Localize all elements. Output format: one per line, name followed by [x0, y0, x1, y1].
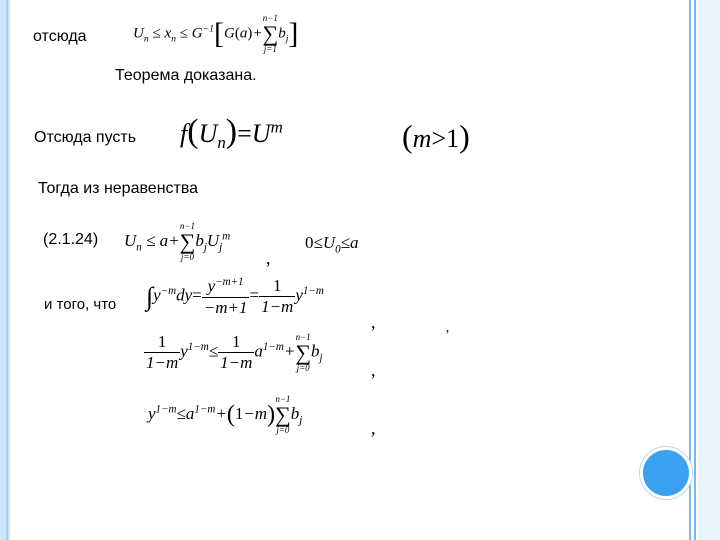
text-otsyuda: отсюда: [33, 28, 87, 45]
comma: ,: [371, 418, 376, 438]
decorative-circle: [640, 447, 692, 499]
text-i-togo: и того, что: [44, 296, 117, 313]
formula-f-un: $f(U_n)=U^m$: [180, 113, 283, 153]
comma: ,: [371, 312, 376, 332]
text-otsyuda-pust: Отсюда пусть: [34, 129, 137, 146]
formula-bound: $U_n \le x_n \le G^{-1}[G(a)+$ n−1 ∑ j=1 $b_j$]: [133, 13, 299, 54]
equation-number: (2.1.24): [43, 231, 99, 248]
formula-inequality-2: $y^{1-m}\le a^{1-m}+(1-m)$ n−1 ∑ j=0 $b_j$: [148, 394, 303, 435]
text-togda: Тогда из неравенства: [38, 180, 199, 197]
formula-2-1-24: $U_n \le a+$ n−1 ∑ j=0 $b_jU_j^m$: [124, 221, 231, 262]
comma: ,: [266, 248, 271, 268]
comma: ,: [371, 360, 376, 380]
formula-m-gt-1: (m>1): [402, 118, 470, 154]
text-theorem-proved: Теорема доказана.: [115, 67, 257, 84]
formula-inequality-1: $\frac{1}{1-m}$ $y^{1-m}\le$ $\frac{1}{1-m}$ $a^{1-m}+$ n−1 ∑ j=0 $b_j$: [146, 331, 323, 373]
formula-un-bounds: $0\le U_0\le a$: [305, 233, 359, 256]
formula-integral: $\int y^{-m}dy=$ $\frac{y^{-m+1}}{-m+1}$ = $\frac{1}{1-m}$ $y^{1-m}$: [146, 276, 324, 317]
slide-border-right: [689, 0, 720, 540]
slide-border-left: [0, 0, 10, 540]
tick-mark: ’: [445, 328, 450, 343]
